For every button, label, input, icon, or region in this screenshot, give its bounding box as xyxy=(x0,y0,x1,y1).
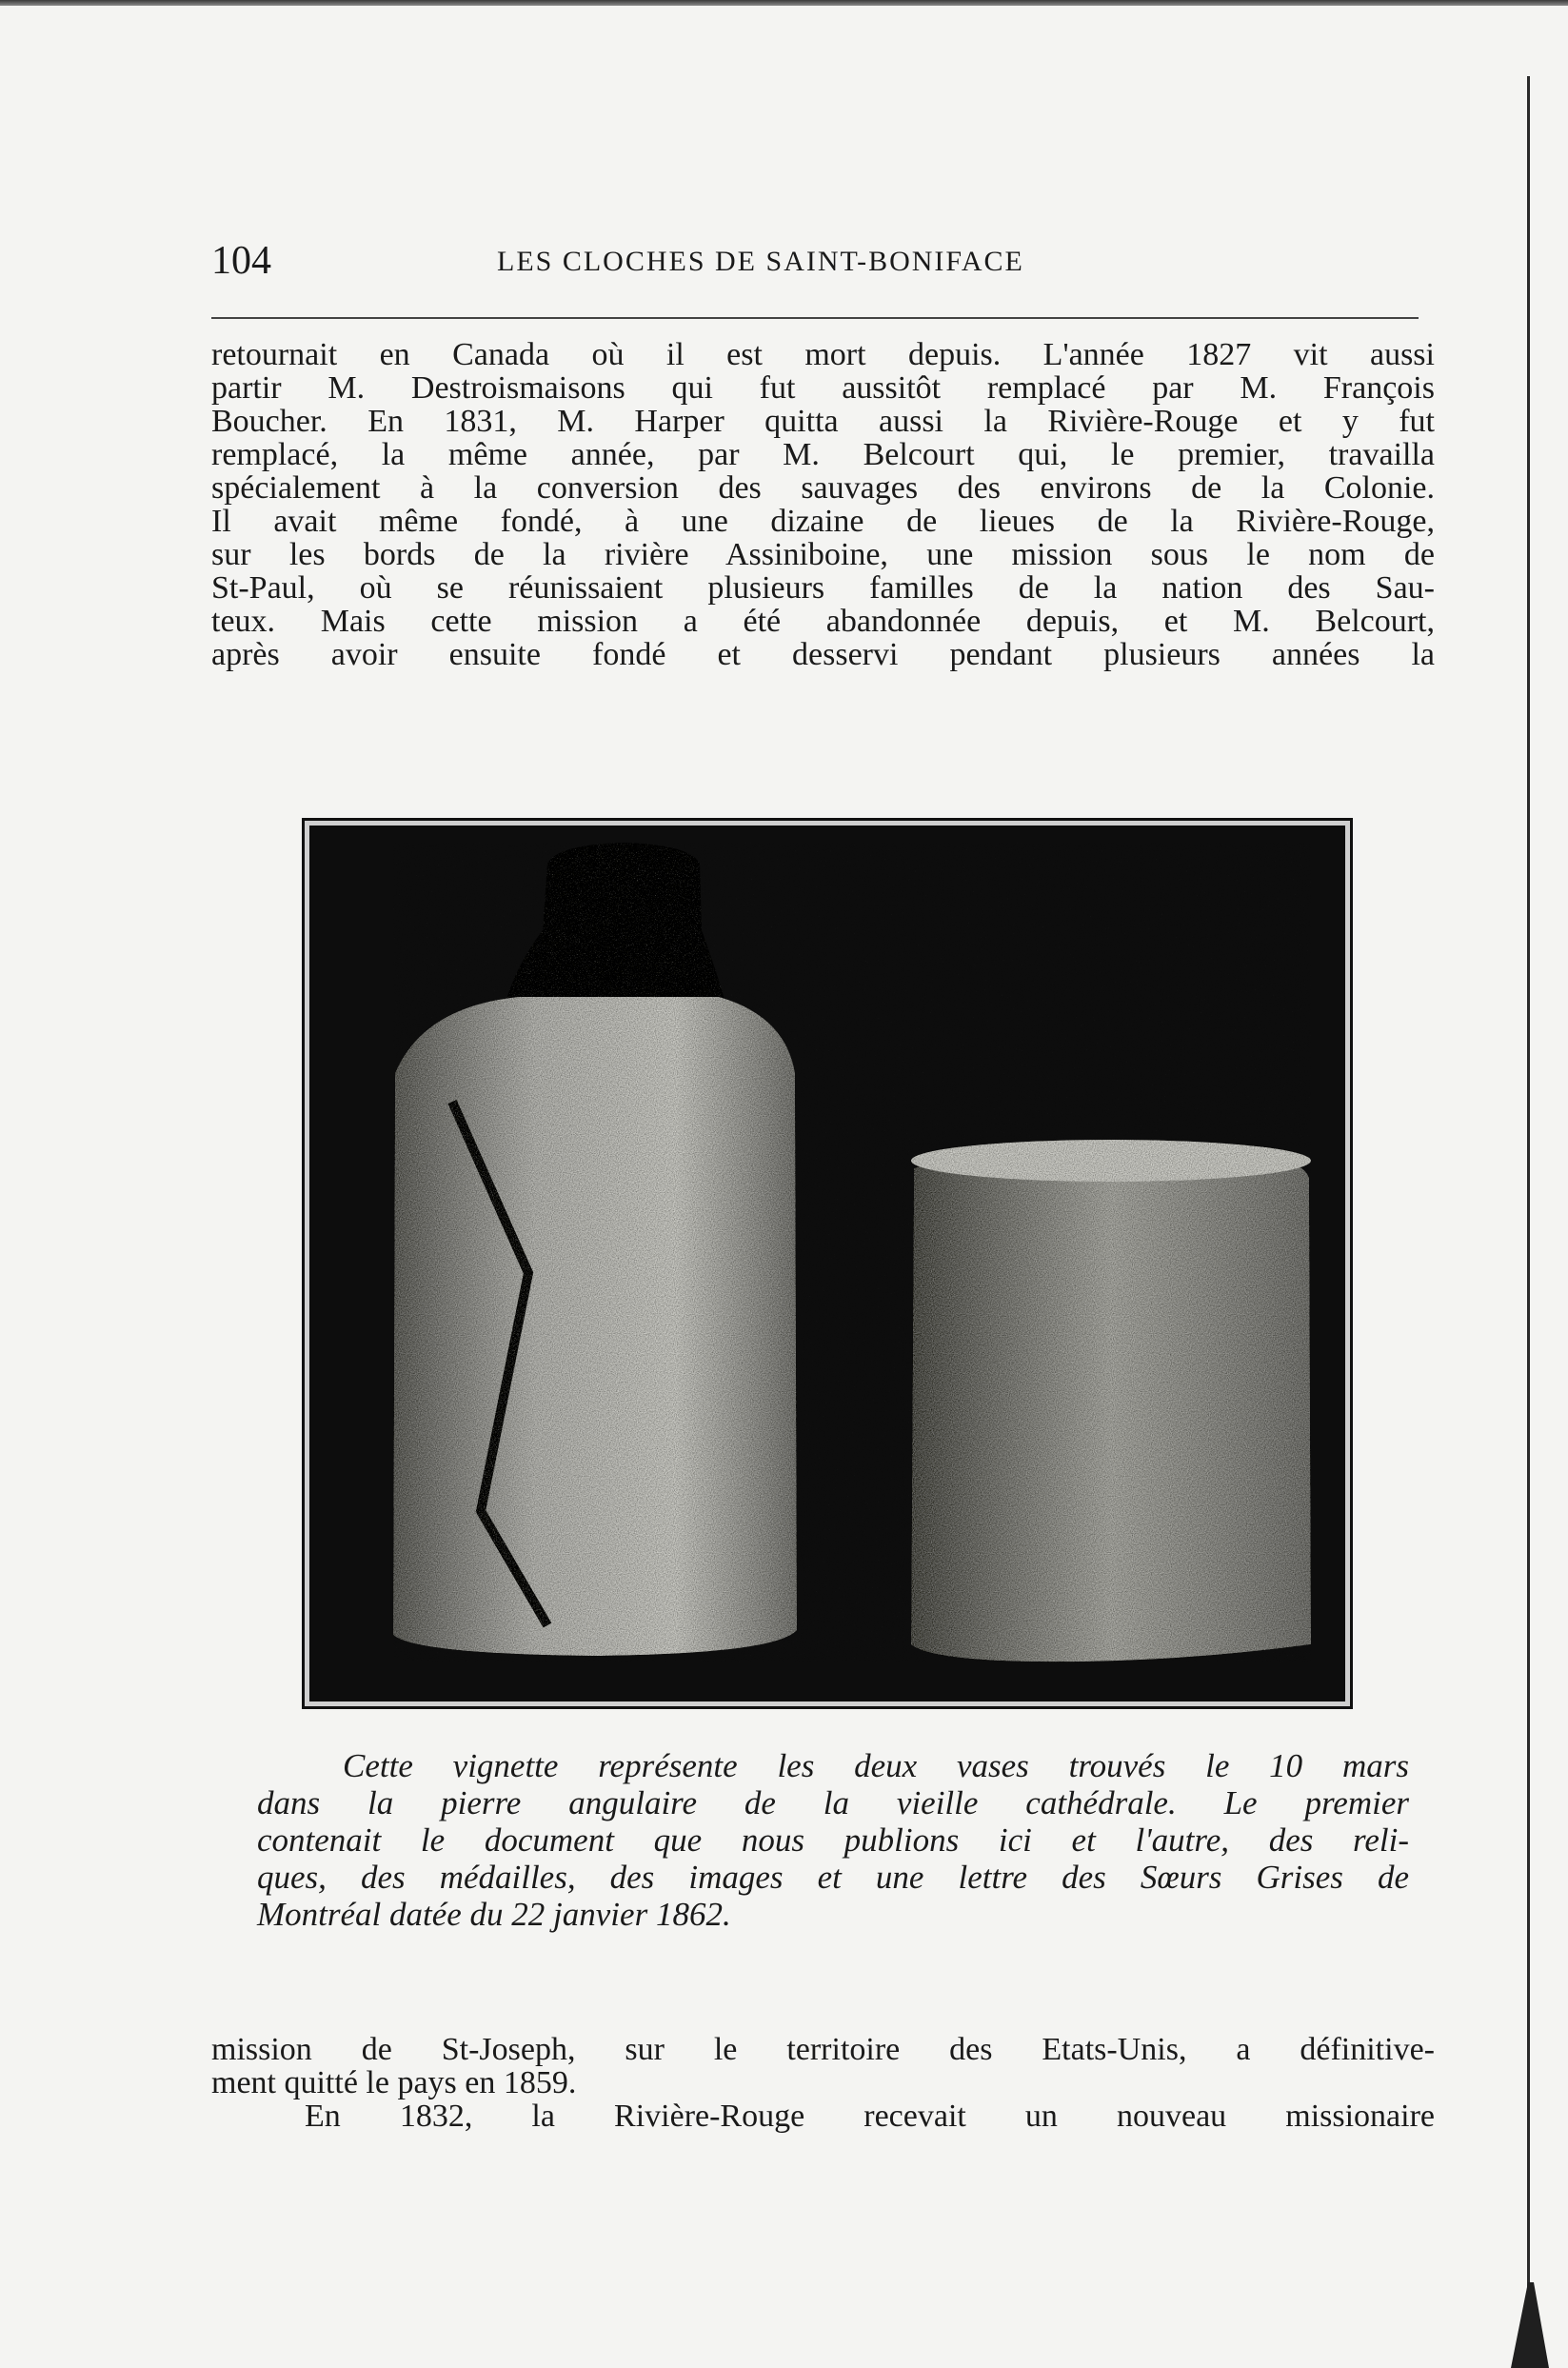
jar-body xyxy=(911,1144,1311,1662)
body-text-top xyxy=(211,338,1435,671)
page-number: 104 xyxy=(211,239,271,283)
scan-binding-edge xyxy=(1527,76,1530,2295)
body-text-bottom xyxy=(211,2033,1435,2133)
caption-line: ques, des médailles, des images et une lettre des Sœurs Grises de xyxy=(257,1859,1409,1896)
photo-illustration xyxy=(309,826,1345,1701)
bottle-body xyxy=(393,997,797,1656)
text-line: Boucher. En 1831, M. Harper quitta aussi la Rivière-Rouge et y fut xyxy=(211,404,1435,439)
text-line: retournait en Canada où il est mort depuis. L'année 1827 vit aussi xyxy=(211,337,1435,372)
text-line: ment quitté le pays en 1859. xyxy=(211,2065,577,2100)
text-line: St-Paul, où se réunissaient plusieurs familles de la nation des Sau- xyxy=(211,570,1435,606)
caption-line: Montréal datée du 22 janvier 1862. xyxy=(257,1896,731,1933)
scan-top-edge xyxy=(0,0,1568,6)
header-rule xyxy=(211,317,1419,319)
jar-rim xyxy=(911,1140,1311,1182)
photo-caption xyxy=(257,1747,1409,1933)
caption-line: dans la pierre angulaire de la vieille cathédrale. Le premier xyxy=(257,1784,1409,1821)
photograph-two-vases xyxy=(305,821,1350,1706)
text-line: remplacé, la même année, par M. Belcourt qui, le premier, travailla xyxy=(211,437,1435,472)
caption-line: contenait le document que nous publions ici et l'autre, des reli- xyxy=(257,1821,1409,1859)
text-line: mission de St-Joseph, sur le territoire des Etats-Unis, a définitive- xyxy=(211,2032,1435,2067)
text-line: En 1832, la Rivière-Rouge recevait un nouveau missionaire xyxy=(305,2099,1435,2134)
text-line: partir M. Destroismaisons qui fut aussitôt remplacé par M. François xyxy=(211,370,1435,406)
text-line: teux. Mais cette mission a été abandonnée depuis, et M. Belcourt, xyxy=(211,604,1435,639)
caption-line: Cette vignette représente les deux vases trouvés le 10 mars xyxy=(343,1747,1409,1784)
page-header xyxy=(211,238,1439,295)
running-title: LES CLOCHES DE SAINT-BONIFACE xyxy=(497,246,1024,277)
scan-corner-shadow xyxy=(1511,2282,1549,2368)
text-line: après avoir ensuite fondé et desservi pendant plusieurs années la xyxy=(211,637,1435,672)
text-line: sur les bords de la rivière Assiniboine, une mission sous le nom de xyxy=(211,537,1435,572)
text-line: Il avait même fondé, à une dizaine de lieues de la Rivière-Rouge, xyxy=(211,504,1435,539)
text-line: spécialement à la conversion des sauvages des environs de la Colonie. xyxy=(211,470,1435,506)
